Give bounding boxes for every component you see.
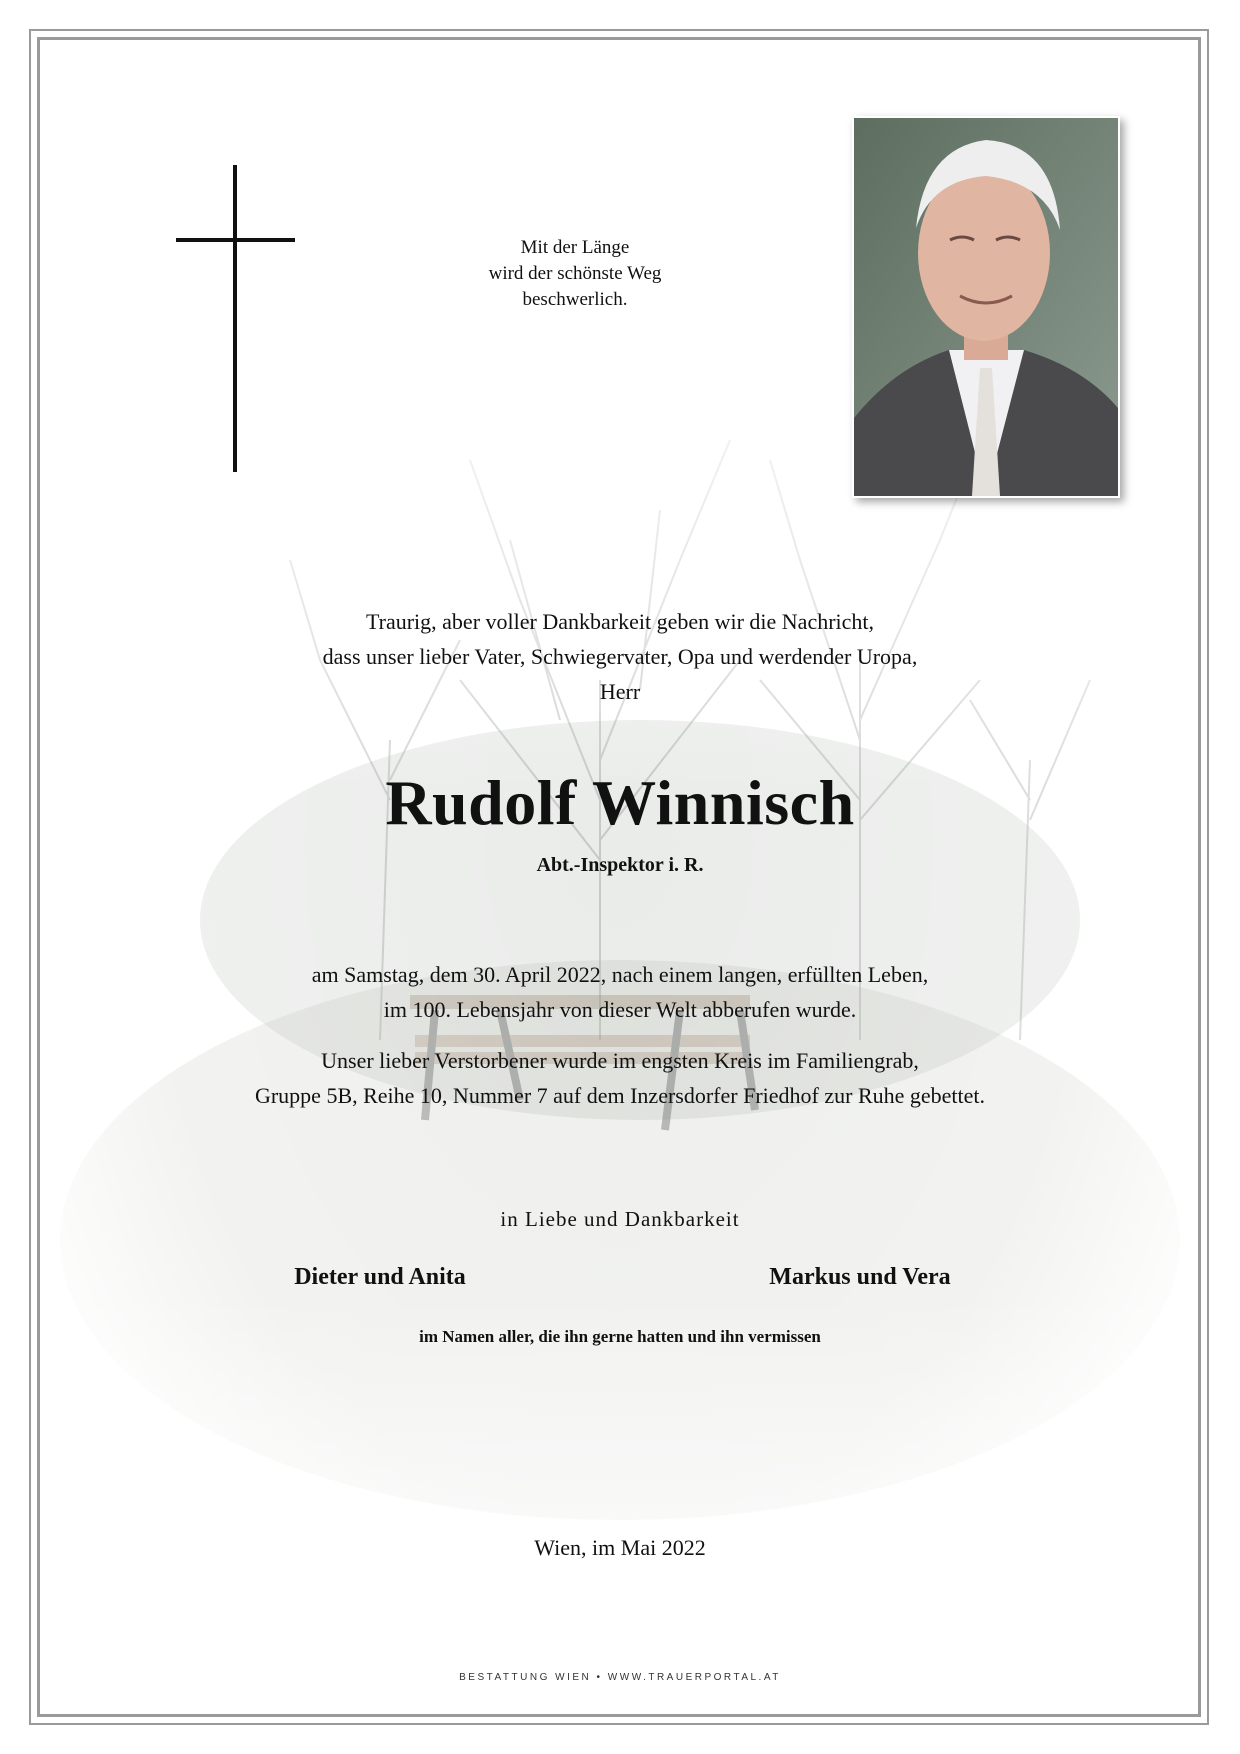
death-notice bbox=[100, 957, 1140, 1027]
place-date: Wien, im Mai 2022 bbox=[534, 1535, 706, 1560]
intro-line: Herr bbox=[599, 679, 641, 704]
motto-line: beschwerlich. bbox=[522, 289, 628, 310]
cross-icon-bar bbox=[176, 238, 295, 242]
burial-notice bbox=[100, 1043, 1140, 1113]
death-line: im 100. Lebensjahr von dieser Welt abberufen wurde. bbox=[383, 997, 857, 1022]
burial-line: Unser lieber Verstorbener wurde im engsten Kreis im Familiengrab, bbox=[321, 1048, 919, 1073]
motto bbox=[440, 235, 710, 313]
intro-line: dass unser lieber Vater, Schwiegervater, Opa und werdender Uropa, bbox=[322, 644, 918, 669]
cross-icon bbox=[233, 165, 237, 472]
portrait-photo bbox=[852, 116, 1120, 498]
motto-line: Mit der Länge bbox=[520, 237, 630, 258]
motto-line: wird der schönste Weg bbox=[488, 263, 662, 284]
mourner-right: Markus und Vera bbox=[769, 1264, 951, 1290]
footer-imprint: BESTATTUNG WIEN • WWW.TRAUERPORTAL.AT bbox=[459, 1672, 781, 1683]
deceased-name: Rudolf Winnisch bbox=[385, 767, 855, 838]
on-behalf-line: im Namen aller, die ihn gerne hatten und ihn vermissen bbox=[419, 1327, 821, 1346]
announcement-intro bbox=[100, 604, 1140, 709]
mourner-left: Dieter und Anita bbox=[294, 1264, 466, 1290]
death-line: am Samstag, dem 30. April 2022, nach einem langen, erfüllten Leben, bbox=[311, 962, 929, 987]
closing-phrase: in Liebe und Dankbarkeit bbox=[500, 1207, 740, 1231]
deceased-title: Abt.-Inspektor i. R. bbox=[536, 854, 704, 876]
intro-line: Traurig, aber voller Dankbarkeit geben wir die Nachricht, bbox=[365, 609, 875, 634]
burial-line: Gruppe 5B, Reihe 10, Nummer 7 auf dem Inzersdorfer Friedhof zur Ruhe gebettet. bbox=[254, 1083, 986, 1108]
